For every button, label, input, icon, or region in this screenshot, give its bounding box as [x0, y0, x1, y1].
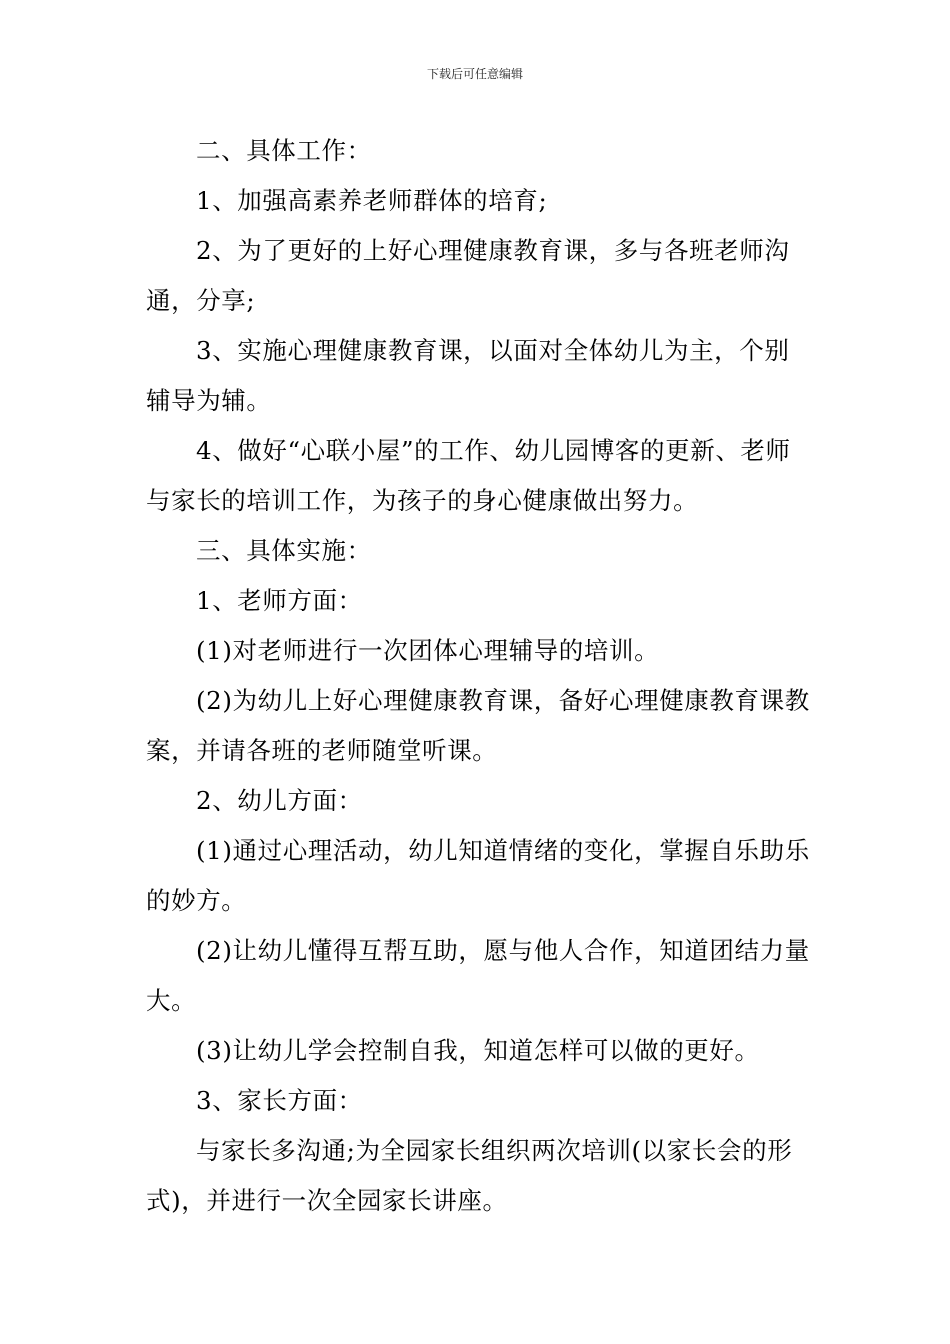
subheading-parents: 3、家长方面： [196, 1086, 363, 1115]
paragraph-teachers-2: (2)为幼儿上好心理健康教育课，备好心理健康教育课教案，并请各班的老师随堂听课。 [146, 686, 810, 765]
paragraph-work-item-2: 2、为了更好的上好心理健康教育课，多与各班老师沟通，分享; [146, 236, 790, 315]
section-heading-specific-work: 二、具体工作： [196, 136, 372, 165]
paragraph-work-item-4: 4、做好“心联小屋”的工作、幼儿园博客的更新、老师与家长的培训工作，为孩子的身心健康做出努力。 [146, 436, 791, 515]
paragraph-children-2: (2)让幼儿懂得互帮互助，愿与他人合作，知道团结力量大。 [146, 936, 810, 1015]
section-heading-implementation: 三、具体实施： [196, 536, 372, 565]
paragraph-work-item-3: 3、实施心理健康教育课，以面对全体幼儿为主，个别辅导为辅。 [146, 336, 790, 415]
subheading-children: 2、幼儿方面： [196, 786, 363, 815]
paragraph-parents-1: 与家长多沟通;为全园家长组织两次培训(以家长会的形式)，并进行一次全园家长讲座。 [146, 1136, 793, 1215]
paragraph-teachers-1: (1)对老师进行一次团体心理辅导的培训。 [196, 636, 660, 665]
page-header: 下载后可任意编辑 [426, 67, 523, 81]
subheading-teachers: 1、老师方面： [196, 586, 363, 615]
paragraph-children-3: (3)让幼儿学会控制自我，知道怎样可以做的更好。 [196, 1036, 760, 1065]
paragraph-work-item-1: 1、加强高素养老师群体的培育; [196, 186, 548, 215]
document-body [146, 126, 810, 1226]
paragraph-children-1: (1)通过心理活动，幼儿知道情绪的变化，掌握自乐助乐的妙方。 [146, 836, 810, 915]
